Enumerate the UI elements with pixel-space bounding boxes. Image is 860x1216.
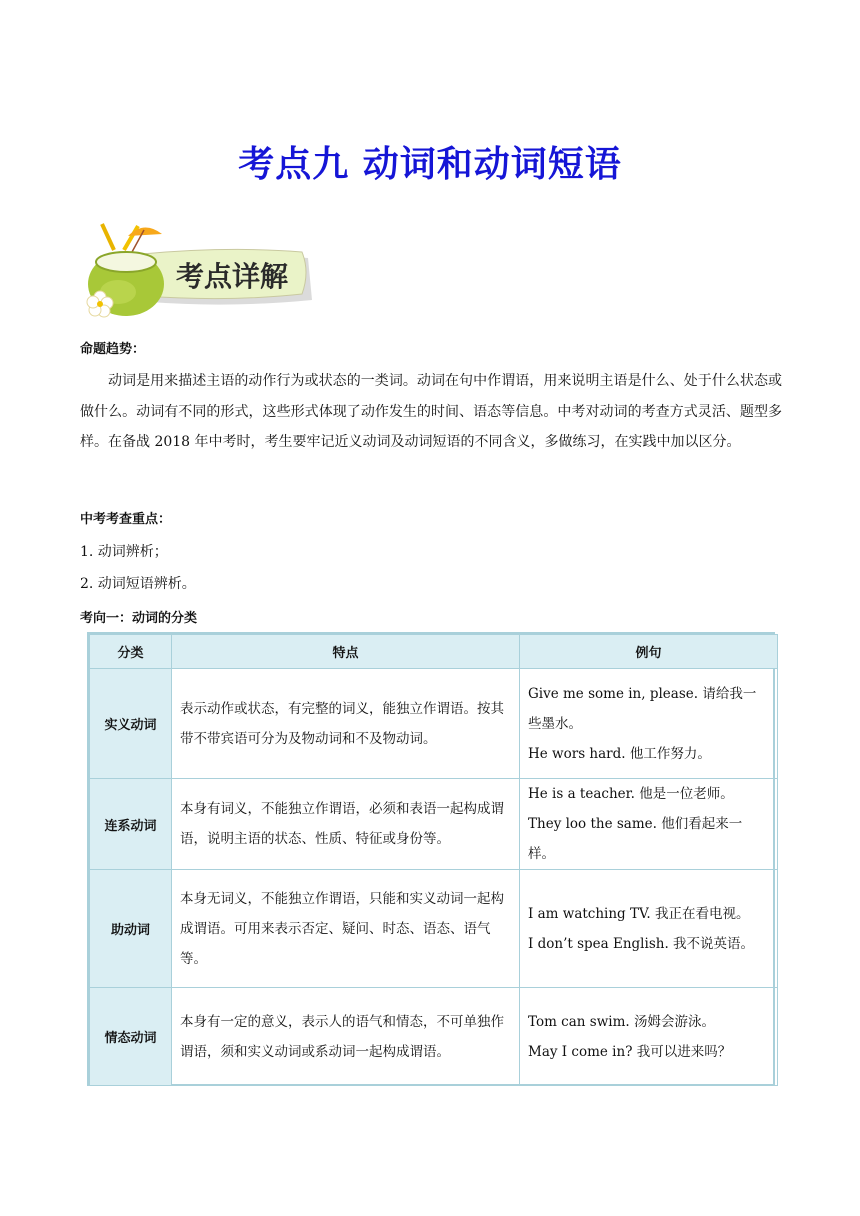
example-sentence: I don’t spea English. 我不说英语。: [528, 935, 755, 952]
focus-item: 2. 动词短语辨析。: [80, 576, 196, 592]
row-feature: 本身无词义，不能独立作谓语，只能和实义动词一起构成谓语。可用来表示否定、疑问、时态、语态、语气等。: [172, 870, 520, 988]
trend-label: 命题趋势：: [80, 342, 146, 357]
header-example: 例句: [520, 635, 778, 669]
table-row: [90, 669, 778, 779]
row-feature: 本身有一定的意义，表示人的语气和情态，不可单独作谓语，须和实义动词或系动词一起构成谓语。: [172, 988, 520, 1086]
example-sentence: Tom can swim. 汤姆会游泳。: [528, 1013, 715, 1030]
direction-label: 考向一：动词的分类: [80, 611, 198, 626]
row-category: 实义动词: [90, 669, 172, 779]
row-examples: [520, 870, 778, 988]
header-feature: 特点: [172, 635, 520, 669]
row-examples: [520, 988, 778, 1086]
row-category: 情态动词: [90, 988, 172, 1086]
example-sentence: Give me some in, please. 请给我一些墨水。: [528, 685, 757, 732]
table-row: [90, 988, 778, 1086]
page-title: 考点九 动词和动词短语: [238, 144, 622, 185]
example-sentence: May I come in? 我可以进来吗？: [528, 1043, 732, 1060]
table-header-row: [90, 635, 778, 669]
row-examples: [520, 779, 778, 870]
coconut-drink-icon: [80, 222, 316, 322]
example-sentence: He is a teacher. 他是一位老师。: [528, 786, 734, 802]
verb-classification-table: [87, 632, 775, 1086]
row-examples: [520, 669, 778, 779]
row-category: 连系动词: [90, 779, 172, 870]
trend-paragraph: 动词是用来描述主语的动作行为或状态的一类词。动词在句中作谓语，用来说明主语是什么、处于什么状态或做什么。动词有不同的形式，这些形式体现了动作发生的时间、语态等信息。中考对动词的考查方式灵活、题型多样。在备战 2018 年中考时，考生要牢记近义动词及动词短语的不同含义，多做练习，在实践中加以区分。: [80, 373, 782, 450]
example-sentence: They loo the same. 他们看起来一样。: [528, 816, 743, 862]
banner-text: 考点详解: [176, 260, 289, 293]
example-sentence: He wors hard. 他工作努力。: [528, 745, 711, 762]
focus-item: 1. 动词辨析；: [80, 544, 168, 560]
table-row: [90, 870, 778, 988]
row-feature: 本身有词义，不能独立作谓语，必须和表语一起构成谓语，说明主语的状态、性质、特征或身份等。: [172, 779, 520, 870]
table-row: [90, 779, 778, 870]
example-sentence: I am watching TV. 我正在看电视。: [528, 905, 750, 922]
section-banner: [80, 222, 316, 322]
header-category: 分类: [90, 635, 172, 669]
row-feature: 表示动作或状态，有完整的词义，能独立作谓语。按其带不带宾语可分为及物动词和不及物动词。: [172, 669, 520, 779]
focus-label: 中考考查重点：: [80, 512, 172, 527]
row-category: 助动词: [90, 870, 172, 988]
